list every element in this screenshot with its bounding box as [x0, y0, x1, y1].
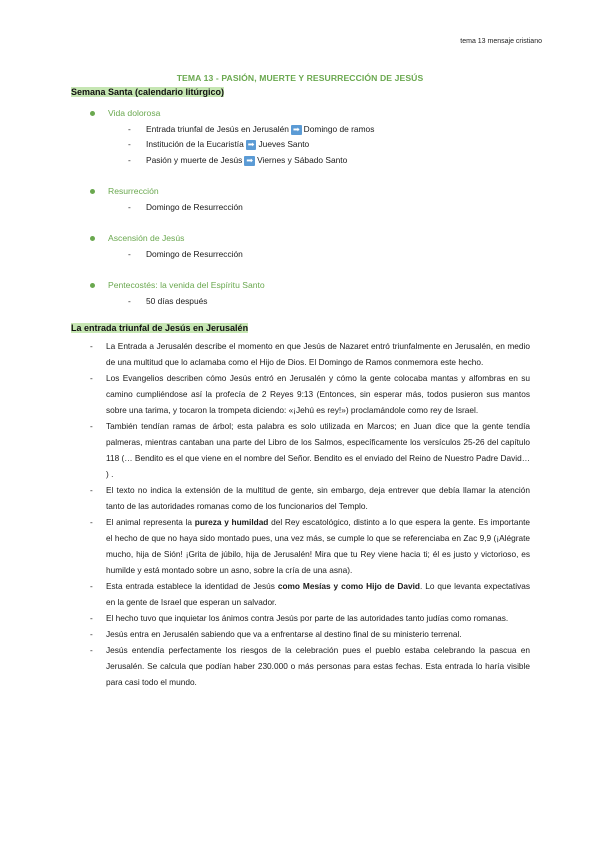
bullet-dot-icon	[90, 283, 95, 288]
list-item	[90, 610, 530, 626]
list-item	[90, 578, 530, 610]
outline-item	[90, 137, 530, 153]
semana-santa-heading-text: Semana Santa (calendario litúrgico)	[71, 87, 225, 97]
paragraph-text: El hecho tuvo que inquietar los ánimos contra Jesús por parte de las autoridades tanto judías como romanas.	[106, 613, 509, 623]
dash-marker: -	[128, 295, 131, 306]
semana-santa-heading	[71, 87, 224, 97]
right-arrow-icon: ➡	[247, 140, 255, 149]
dash-marker: -	[90, 645, 93, 655]
dash-marker: -	[90, 629, 93, 639]
spacer	[90, 215, 530, 231]
list-item	[90, 626, 530, 642]
list-item	[90, 338, 530, 370]
bullet-dot-icon	[90, 236, 95, 241]
outline-item-text: Domingo de Resurrección	[146, 248, 243, 259]
paragraph-text: La Entrada a Jerusalén describe el momento en que Jesús de Nazaret entró triunfalmente en Jerusalén, en medio de una multitud que lo aclamaba como el Hijo de Dios. El Domingo de Ramos conmemora este hecho.	[106, 341, 530, 367]
entrada-heading	[71, 323, 248, 333]
dash-marker: -	[90, 581, 93, 591]
emphasis-text: pureza y humildad	[194, 517, 269, 527]
outline-item	[90, 200, 530, 216]
spacer	[90, 168, 530, 184]
bullet-dot-icon	[90, 189, 95, 194]
spacer	[90, 262, 530, 278]
outline-item-result: Domingo de ramos	[303, 123, 375, 134]
right-arrow-icon: ➡	[246, 155, 254, 165]
outline-item-result: Jueves Santo	[258, 139, 310, 149]
liturgical-outline	[90, 106, 530, 309]
paragraph-text: Jesús entra en Jerusalén sabiendo que va a enfrentarse al destino final de su ministerio terrenal.	[106, 629, 462, 639]
outline-item	[90, 247, 530, 263]
outline-category-label: Resurrección	[108, 186, 159, 196]
dash-marker: -	[90, 421, 93, 431]
right-arrow-icon: ➡	[292, 124, 300, 134]
outline-category	[90, 278, 530, 294]
paragraph-text: Los Evangelios describen cómo Jesús entró en Jerusalén y cómo la gente colocaba mantas y alfombras en su camino cumpliéndose así la profecía de 2 Reyes 9:13 (Entonces, sin esperar más, todos pusieron sus mantos sobre una tarima, y tocaron la trompeta diciendo: «¡Jehú es rey!») proclamándole como rey de Israel.	[106, 373, 530, 415]
dash-marker: -	[90, 613, 93, 623]
outline-item-result: Viernes y Sábado Santo	[257, 154, 348, 165]
page-header: tema 13 mensaje cristiano	[460, 38, 542, 45]
paragraph-text: También tendían ramas de árbol; esta palabra es solo utilizada en Marcos; en Juan dice que la gente tendía palmeras, mientras cantaban una parte del Libro de los Salmos, específicamente los versículos 25-26 del capítulo 118 (… Bendito es el que viene en el nombre del Señor. Bendito es el enviado del Reino de Nuestro Padre David… ) .	[106, 421, 530, 479]
paragraph-text: El animal representa la	[106, 517, 195, 527]
outline-item-text: Pasión y muerte de Jesús	[146, 154, 243, 165]
dash-marker: -	[90, 485, 93, 495]
list-item	[90, 418, 530, 482]
list-item	[90, 514, 530, 578]
outline-item	[90, 294, 530, 310]
outline-item-text: Domingo de Resurrección	[146, 201, 243, 212]
paragraph-text: . Lo que levanta expectativas en la gente de Israel que esperan un salvador.	[106, 581, 530, 607]
outline-item-text: 50 días después	[146, 295, 208, 306]
dash-marker: -	[128, 139, 131, 149]
document-title: TEMA 13 - PASIÓN, MUERTE Y RESURRECCIÓN DE JESÚS	[176, 73, 424, 83]
dash-marker: -	[90, 341, 93, 351]
paragraph-text: Esta entrada establece la identidad de Jesús	[106, 581, 278, 591]
outline-category-label: Vida dolorosa	[108, 108, 161, 118]
emphasis-text: como Mesías y como Hijo de David	[277, 581, 420, 591]
dash-marker: -	[90, 373, 93, 383]
bullet-dot-icon	[90, 111, 95, 116]
paragraph-text: El texto no indica la extensión de la multitud de gente, sin embargo, deja entrever que debía llamar la atención tanto de las autoridades romanas como de los funcionarios del Templo.	[106, 485, 530, 511]
entrada-heading-text: La entrada triunfal de Jesús en Jerusalén	[71, 323, 249, 333]
paragraph-text: del Rey escatológico, distinto a lo que espera la gente. Es importante el hecho de que no haya sido montado pues, una vez más, se cumple lo que se referenciaba en Zac 9,9 (¡Alégrate mucho, hija de Sión! ¡Grita de júbilo, hija de Jerusalén! Mira que tu Rey viene hacia ti; él es justo y victorioso, es humilde y está montado sobre un asno, sobre la cría de una asna).	[106, 517, 531, 575]
outline-category-label: Pentecostés: la venida del Espíritu Santo	[108, 280, 265, 290]
outline-item	[90, 153, 530, 169]
dash-marker: -	[128, 123, 131, 134]
outline-item-text: Entrada triunfal de Jesús en Jerusalén	[146, 123, 289, 134]
entrada-paragraph-list	[90, 338, 530, 690]
outline-item	[90, 122, 530, 138]
dash-marker: -	[128, 154, 131, 165]
outline-category	[90, 106, 530, 122]
list-item	[90, 482, 530, 514]
dash-marker: -	[128, 201, 131, 212]
dash-marker: -	[90, 517, 93, 527]
outline-category-label: Ascensión de Jesús	[108, 233, 185, 243]
outline-category	[90, 184, 530, 200]
list-item	[90, 370, 530, 418]
dash-marker: -	[128, 248, 131, 259]
list-item	[90, 642, 530, 690]
outline-category	[90, 231, 530, 247]
paragraph-text: Jesús entendía perfectamente los riesgos de la celebración pues el pueblo estaba celebrando la pascua en Jerusalén. Se calcula que podían haber 230.000 o más personas para estas fechas. Esta entrada lo haría visible para casi todo el mundo.	[106, 645, 530, 687]
outline-item-text: Institución de la Eucaristía	[146, 139, 244, 149]
